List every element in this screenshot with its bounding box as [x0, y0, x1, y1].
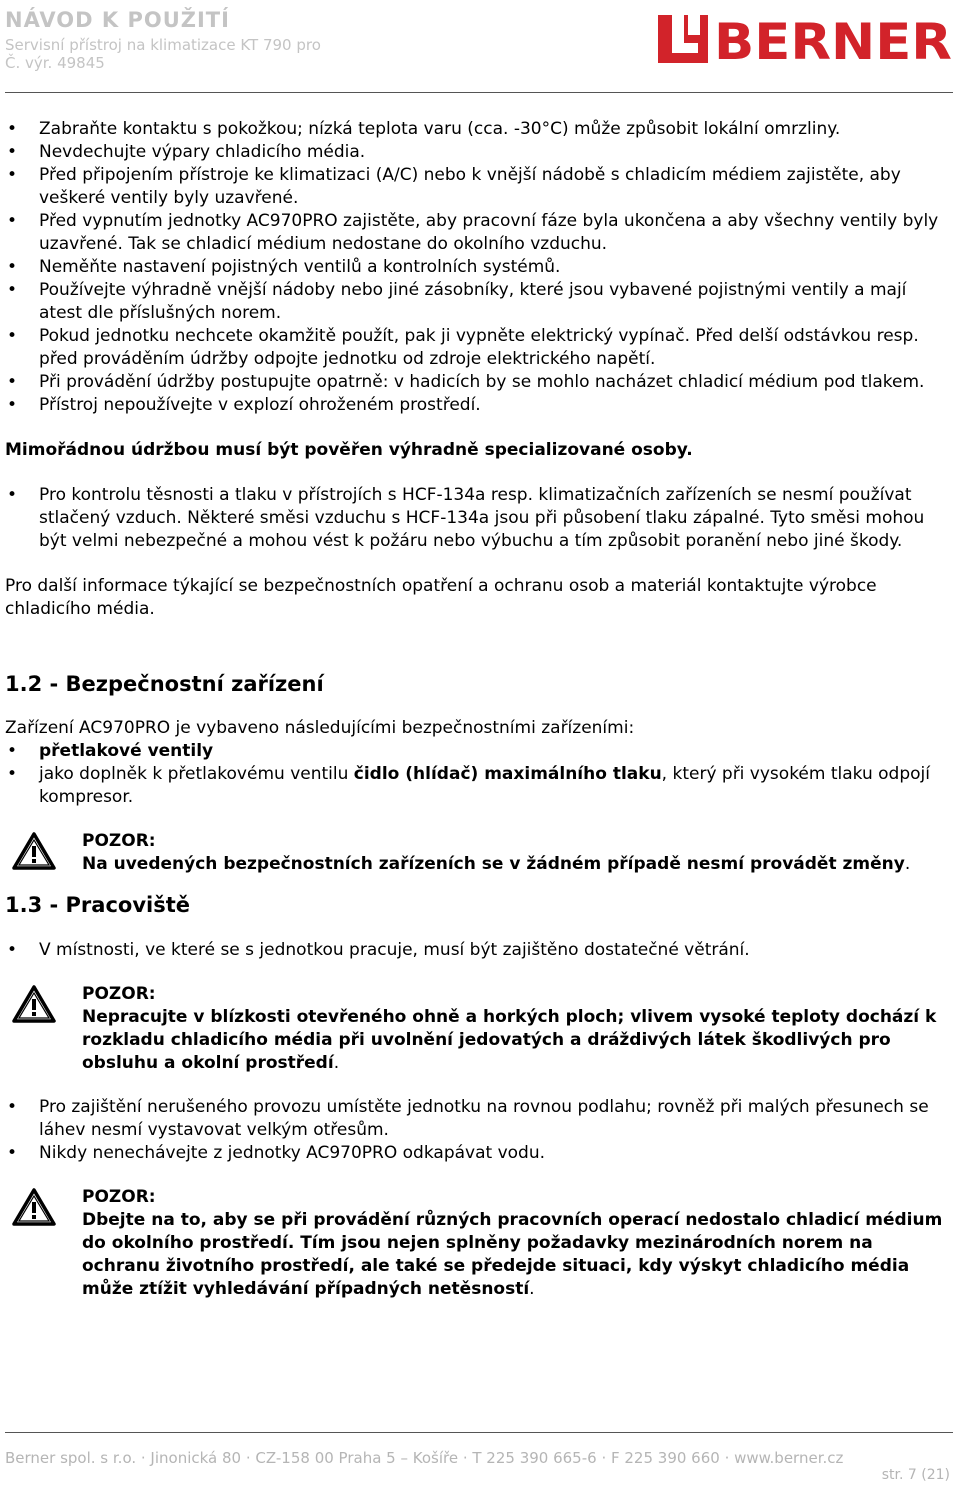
- page-number: str. 7 (21): [881, 1467, 950, 1483]
- warning-label: POZOR:: [82, 984, 156, 1004]
- warning-icon: [11, 1187, 57, 1227]
- safety-devices-list: [5, 740, 953, 809]
- section-heading-1-3: 1.3 - Pracoviště: [5, 893, 191, 917]
- section-intro: Zařízení AC970PRO je vybaveno následujícími bezpečnostními zařízeními:: [5, 718, 635, 738]
- footer-divider: [5, 1432, 953, 1433]
- document-subtitle: Servisní přístroj na klimatizace KT 790 pro: [5, 36, 321, 54]
- warning-label: POZOR:: [82, 1187, 156, 1207]
- warning-block: POZOR: Dbejte na to, aby se při provádění různých pracovních operací nedostalo chladicí médium do okolního prostředí. Tím jsou nejen splněny požadavky mezinárodních norem na ochranu životního prostředí, ale také se předejde situaci, kdy výskyt chladicího média může ztížit vyhledávání případných netěsností.: [5, 1186, 953, 1301]
- list-item: • Při provádění údržby postupujte opatrně: v hadicích by se mohlo nacházet chladicí médium pod tlakem.: [5, 371, 953, 394]
- page-content: [5, 118, 953, 1301]
- list-item: • Pro kontrolu těsnosti a tlaku v přístrojích s HCF-134a resp. klimatizačních zařízeních se nesmí používat stlačený vzduch. Některé směsi vzduchu s HCF-134a jsou při působení tlaku zápalné. Tyto směsi mohou být velmi nebezpečné a mohou vést k požáru nebo výbuchu a tím způsobit poranění nebo jiné škody.: [5, 484, 953, 553]
- berner-logo: [658, 13, 954, 65]
- article-number: Č. výr. 49845: [5, 54, 105, 72]
- warning-text: Dbejte na to, aby se při provádění různých pracovních operací nedostalo chladicí médium do okolního prostředí. Tím jsou nejen splněny požadavky mezinárodních norem na ochranu životního prostředí, ale také se předejde situaci, kdy výskyt chladicího média může ztížit vyhledávání případných netěsností: [82, 1210, 943, 1299]
- warning-label: POZOR:: [82, 831, 156, 851]
- warning-text: Nepracujte v blízkosti otevřeného ohně a horkých ploch; vlivem vysoké teploty dochází k rozkladu chladicího média při uvolnění jedovatých a dráždivých látek škodlivých pro obsluhu a okolní prostředí: [82, 1007, 937, 1073]
- list-item: • přetlakové ventily: [5, 740, 953, 763]
- warning-block: POZOR: Nepracujte v blízkosti otevřeného ohně a horkých ploch; vlivem vysoké teploty dochází k rozkladu chladicího média při uvolnění jedovatých a dráždivých látek škodlivých pro obsluhu a okolní prostředí.: [5, 983, 953, 1075]
- workplace-bullets: [5, 939, 953, 962]
- list-item: • jako doplněk k přetlakovému ventilu čidlo (hlídač) maximálního tlaku, který při vysokém tlaku odpojí kompresor.: [5, 763, 953, 809]
- warning-icon: [11, 984, 57, 1024]
- list-item: • Zabraňte kontaktu s pokožkou; nízká teplota varu (cca. -30°C) může způsobit lokální omrzliny.: [5, 118, 953, 141]
- document-title: NÁVOD K POUŽITÍ: [5, 8, 230, 32]
- list-item: • Pro zajištění nerušeného provozu umístěte jednotku na rovnou podlahu; rovněž při malých přesunech se láhev nesmí vystavovat velkým otřesům.: [5, 1096, 953, 1142]
- list-item: • Neměňte nastavení pojistných ventilů a kontrolních systémů.: [5, 256, 953, 279]
- list-item: • Pokud jednotku nechcete okamžitě použít, pak ji vypněte elektrický vypínač. Před delší odstávkou resp. před prováděním údržby odpojte jednotku od zdroje elektrického napětí.: [5, 325, 953, 371]
- list-item: • V místnosti, ve které se s jednotkou pracuje, musí být zajištěno dostatečné větrání.: [5, 939, 953, 962]
- list-item: • Nevdechujte výpary chladicího média.: [5, 141, 953, 164]
- section-heading-1-2: 1.2 - Bezpečnostní zařízení: [5, 672, 324, 696]
- logo-text: BERNER: [714, 13, 952, 65]
- list-item: • Nikdy nenechávejte z jednotky AC970PRO odkapávat vodu.: [5, 1142, 953, 1165]
- list-item: • Přístroj nepoužívejte v explozí ohroženém prostředí.: [5, 394, 953, 417]
- header-divider: [5, 92, 953, 93]
- warning-icon: [11, 831, 57, 871]
- list-item: • Používejte výhradně vnější nádoby nebo jiné zásobníky, které jsou vybavené pojistnými ventily a mají atest dle příslušných norem.: [5, 279, 953, 325]
- warning-text: Na uvedených bezpečnostních zařízeních se v žádném případě nesmí provádět změny: [82, 854, 905, 874]
- warning-block: POZOR: Na uvedených bezpečnostních zařízeních se v žádném případě nesmí provádět změny.: [5, 830, 953, 876]
- list-item: • Před vypnutím jednotky AC970PRO zajistěte, aby pracovní fáze byla ukončena a aby všechny ventily byly uzavřené. Tak se chladicí médium nedostane do okolního vzduchu.: [5, 210, 953, 256]
- info-paragraph: Pro další informace týkající se bezpečnostních opatření a ochranu osob a materiál kontaktujte výrobce chladicího média.: [5, 576, 877, 619]
- workplace-bullets-2: [5, 1096, 953, 1165]
- maintenance-note: Mimořádnou údržbou musí být pověřen výhradně specializované osoby.: [5, 440, 693, 460]
- page-header: [0, 0, 960, 95]
- hcf-bullets: [5, 484, 953, 553]
- footer-address: Berner spol. s r.o. · Jinonická 80 · CZ-158 00 Praha 5 – Košíře · T 225 390 665-6 · F 225 390 660 · www.berner.cz: [5, 1449, 844, 1467]
- safety-bullets: [5, 118, 953, 417]
- list-item: • Před připojením přístroje ke klimatizaci (A/C) nebo k vnější nádobě s chladicím médiem zajistěte, aby veškeré ventily byly uzavřené.: [5, 164, 953, 210]
